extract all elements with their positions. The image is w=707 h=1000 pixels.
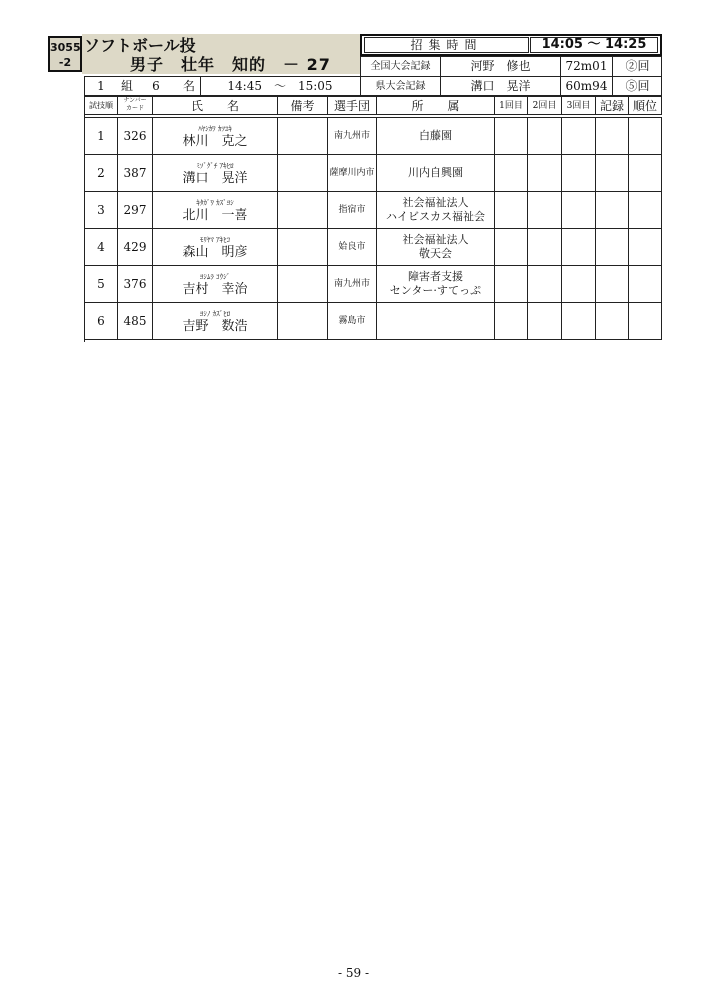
cell-number: 326 [118, 118, 153, 155]
call-time: 14:05 ～ 14:25 [530, 37, 658, 53]
cell-rec[interactable] [596, 118, 629, 155]
cell-t1[interactable] [495, 303, 528, 340]
cell-t3[interactable] [562, 303, 596, 340]
col-trial1: 1回目 [495, 97, 528, 115]
col-order: 試技順 [85, 97, 118, 115]
name-kanji: 北川 一喜 [182, 207, 248, 223]
cell-t3[interactable] [562, 155, 596, 192]
cell-rec[interactable] [596, 303, 629, 340]
prefectural-record-mark: 60m94 [565, 79, 608, 93]
affiliation-line1: 障害者支援 [408, 270, 463, 283]
cell-t1[interactable] [495, 229, 528, 266]
cell-order: 3 [85, 192, 118, 229]
cell-rank[interactable] [629, 192, 662, 229]
col-rank: 順位 [629, 97, 662, 115]
cell-t3[interactable] [562, 266, 596, 303]
national-record-edition: ②回 [625, 59, 650, 73]
cell-affiliation [377, 229, 495, 266]
page-number: - 59 - [337, 966, 369, 980]
player-count-label: 名 [182, 79, 195, 93]
cell-rank[interactable] [629, 266, 662, 303]
name-kana: ｷﾀｶﾞﾜ ｶｽﾞﾖｼ [196, 198, 234, 207]
cell-remarks[interactable] [278, 229, 328, 266]
prefectural-record-edition: ⑤回 [625, 79, 650, 93]
event-class: 男子 壮年 知的 － 27 [130, 55, 331, 74]
cell-team: 指宿市 [328, 192, 377, 229]
cell-number: 387 [118, 155, 153, 192]
cell-t3[interactable] [562, 229, 596, 266]
affiliation-line2: センター·すてっぷ [389, 284, 482, 297]
cell-rec[interactable] [596, 266, 629, 303]
prefectural-record-holder: 溝口 晃洋 [470, 79, 531, 93]
name-kanji: 溝口 晃洋 [182, 170, 248, 186]
cell-rec[interactable] [596, 155, 629, 192]
name-kanji: 吉村 幸治 [182, 281, 248, 297]
cell-remarks[interactable] [278, 155, 328, 192]
affiliation-line2: ハイビスカス福祉会 [386, 210, 485, 223]
cell-t2[interactable] [528, 192, 562, 229]
cell-order: 5 [85, 266, 118, 303]
cell-t3[interactable] [562, 192, 596, 229]
group-time-range: 14:45 ～ 15:05 [227, 79, 333, 93]
cell-rank[interactable] [629, 155, 662, 192]
name-kana: ﾊﾔｼｶﾜ ｶﾂﾕｷ [198, 124, 232, 133]
cell-team: 姶良市 [328, 229, 377, 266]
cell-t2[interactable] [528, 118, 562, 155]
player-count: 6 [152, 79, 160, 93]
cell-rec[interactable] [596, 229, 629, 266]
cell-t1[interactable] [495, 192, 528, 229]
cell-team: 南九州市 [328, 266, 377, 303]
name-kana: ﾐｿﾞｸﾞﾁ ｱｷﾋﾛ [196, 161, 234, 170]
col-trial2: 2回目 [528, 97, 562, 115]
cell-order: 6 [85, 303, 118, 340]
event-code-line2: -2 [58, 56, 72, 69]
cell-t2[interactable] [528, 303, 562, 340]
cell-affiliation [377, 192, 495, 229]
cell-order: 4 [85, 229, 118, 266]
cell-t1[interactable] [495, 266, 528, 303]
col-number-line2: カード [125, 105, 144, 112]
cell-t3[interactable] [562, 118, 596, 155]
cell-t2[interactable] [528, 155, 562, 192]
cell-affiliation [377, 118, 495, 155]
cell-team: 薩摩川内市 [328, 155, 377, 192]
event-code-line1: 3055 [50, 41, 81, 54]
event-name: ソフトボール投 [84, 36, 196, 55]
cell-affiliation [377, 266, 495, 303]
prefectural-record-label: 県大会記録 [375, 81, 426, 92]
affiliation-line1: 白藤園 [419, 129, 452, 142]
name-kanji: 林川 克之 [182, 133, 248, 149]
col-record: 記録 [596, 97, 629, 115]
cell-order: 2 [85, 155, 118, 192]
cell-affiliation [377, 155, 495, 192]
cell-t1[interactable] [495, 155, 528, 192]
cell-name [153, 266, 278, 303]
cell-t2[interactable] [528, 229, 562, 266]
cell-affiliation [377, 303, 495, 340]
cell-rec[interactable] [596, 192, 629, 229]
col-trial3: 3回目 [562, 97, 596, 115]
cell-number: 376 [118, 266, 153, 303]
name-kana: ﾖｼﾑﾗ ｺｳｼﾞ [199, 272, 231, 281]
col-remarks: 備考 [278, 97, 328, 115]
cell-remarks[interactable] [278, 266, 328, 303]
col-team: 選手団 [328, 97, 377, 115]
national-record-mark: 72m01 [565, 59, 608, 73]
cell-remarks[interactable] [278, 118, 328, 155]
group-label: 組 [120, 79, 133, 93]
cell-number: 429 [118, 229, 153, 266]
cell-team: 南九州市 [328, 118, 377, 155]
cell-rank[interactable] [629, 118, 662, 155]
national-record-label: 全国大会記録 [370, 61, 431, 72]
col-number-line1: ナンバー [123, 97, 147, 104]
entry-table [84, 96, 662, 342]
national-record-holder: 河野 修也 [470, 59, 531, 73]
affiliation-line2: 敬天会 [419, 247, 452, 260]
cell-name [153, 192, 278, 229]
call-label: 招集時間 [364, 37, 529, 53]
col-name: 氏 名 [153, 97, 278, 115]
cell-name [153, 303, 278, 340]
cell-number: 485 [118, 303, 153, 340]
affiliation-line1: 社会福祉法人 [402, 233, 469, 246]
name-kanji: 森山 明彦 [182, 244, 248, 260]
group-number: 1 [97, 79, 105, 93]
cell-name [153, 118, 278, 155]
event-code [48, 36, 82, 72]
cell-t2[interactable] [528, 266, 562, 303]
affiliation-line1: 川内自興園 [408, 166, 463, 179]
cell-name [153, 155, 278, 192]
cell-rank[interactable] [629, 303, 662, 340]
cell-remarks[interactable] [278, 192, 328, 229]
cell-remarks[interactable] [278, 303, 328, 340]
col-affiliation: 所 属 [377, 97, 495, 115]
affiliation-line1: 社会福祉法人 [402, 196, 469, 209]
cell-number: 297 [118, 192, 153, 229]
cell-rank[interactable] [629, 229, 662, 266]
cell-order: 1 [85, 118, 118, 155]
name-kana: ﾖｼﾉ ｶｽﾞﾋﾛ [199, 309, 231, 318]
name-kana: ﾓﾘﾔﾏ ｱｷﾋｺ [199, 235, 231, 244]
cell-t1[interactable] [495, 118, 528, 155]
cell-team: 霧島市 [328, 303, 377, 340]
col-number [118, 97, 153, 115]
cell-name [153, 229, 278, 266]
name-kanji: 吉野 数浩 [182, 318, 248, 334]
